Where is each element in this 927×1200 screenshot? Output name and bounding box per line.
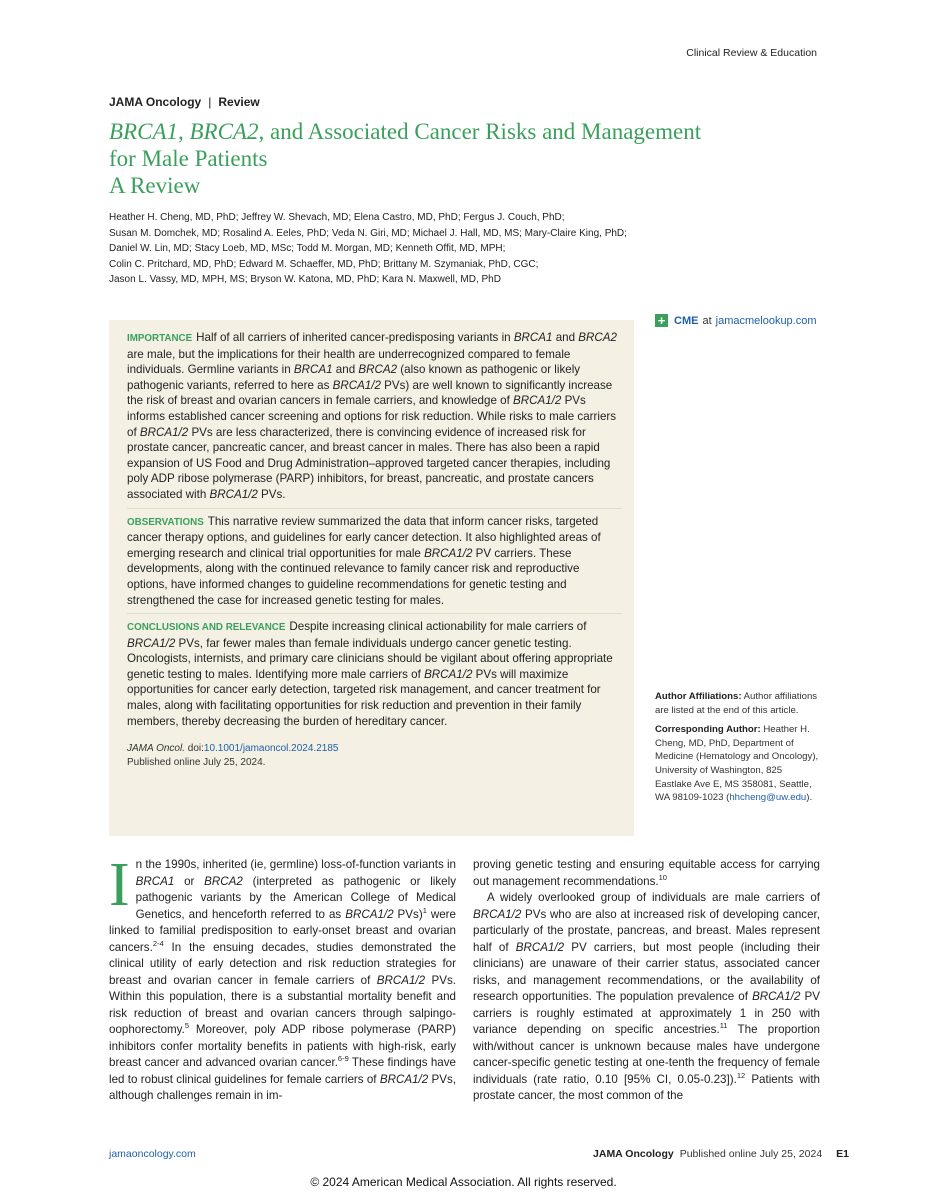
body-column-2 bbox=[473, 857, 820, 1105]
abstract-importance bbox=[127, 330, 622, 509]
importance-heading: IMPORTANCE bbox=[127, 333, 193, 344]
text: PVs who are also at increased risk of developing cancer, particularly of the prostate, pancreas, and breast. Males represent half of bbox=[473, 907, 820, 954]
text: n the 1990s, inherited (ie, germline) loss-of-function variants in bbox=[135, 858, 456, 871]
text: or bbox=[174, 874, 205, 888]
title-rest: , and Associated Cancer Risks and Management bbox=[258, 119, 702, 144]
ref-sup: 6-9 bbox=[337, 1054, 349, 1064]
text: PVs informs established cancer screening and options for risk reduction. While risks to male carriers of bbox=[127, 394, 617, 439]
abstract-conclusions bbox=[127, 619, 622, 734]
conclusions-heading: CONCLUSIONS AND RELEVANCE bbox=[127, 622, 286, 634]
journal-header bbox=[109, 95, 260, 109]
text: BRCA1/2 bbox=[424, 667, 473, 681]
author-affiliations bbox=[655, 690, 820, 811]
text: BRCA1 bbox=[513, 331, 553, 344]
text: (interpreted as pathogenic or likely pathogenic variants by the American College of Medical Genetics, and henceforth referred to as bbox=[135, 874, 456, 921]
text: PVs, far fewer males than female individuals undergo cancer genetic testing. Oncologists, internists, and primary care clinicians should be vigilant about offering appropriate genetic testing to males. Identifying more male carriers of bbox=[127, 636, 613, 681]
text: PVs) bbox=[393, 907, 423, 921]
title-subtitle: A Review bbox=[109, 173, 201, 198]
text: BRCA1/2 bbox=[209, 487, 258, 501]
text: BRCA1/2 bbox=[127, 636, 176, 650]
page-number: E1 bbox=[836, 1148, 849, 1160]
drop-cap: I bbox=[109, 851, 130, 919]
plus-icon: + bbox=[655, 314, 668, 327]
abstract-box bbox=[109, 320, 634, 836]
citation bbox=[127, 742, 622, 770]
text: are male, but the implications for their health are underrecognized compared to female individuals. Germline variants in bbox=[127, 347, 571, 377]
article-title bbox=[109, 118, 769, 199]
cme-label[interactable]: CME bbox=[674, 314, 699, 327]
text: Half of all carriers of inherited cancer-predisposing variants in bbox=[196, 331, 514, 344]
text: BRCA1 bbox=[135, 874, 175, 888]
cme-at: at bbox=[702, 314, 712, 327]
text: BRCA2 bbox=[358, 363, 398, 377]
text: These findings have led to robust clinical guidelines for female carriers of bbox=[109, 1056, 457, 1086]
text: (also known as pathogenic or likely pathogenic variants, referred to here as bbox=[127, 363, 581, 392]
journal-name: JAMA Oncology bbox=[109, 95, 202, 109]
text: were linked to familial predisposition to early-onset breast and ovarian cancers. bbox=[109, 907, 456, 954]
title-line2: for Male Patients bbox=[109, 146, 268, 171]
text: In the ensuing decades, studies demonstrated the clinical utility of early detection and risk reduction strategies for breast and ovarian cancer in female carriers of bbox=[109, 940, 456, 987]
ref-sup: 2-4 bbox=[152, 938, 164, 948]
corresponding-label: Corresponding Author: bbox=[655, 724, 761, 736]
article-type: Review bbox=[218, 95, 260, 109]
text: A widely overlooked group of individuals are male carriers of bbox=[487, 891, 820, 904]
author-line: Heather H. Cheng, MD, PhD; Jeffrey W. Shevach, MD; Elena Castro, MD, PhD; Fergus J. Couch, PhD; bbox=[109, 212, 565, 223]
text: BRCA1/2 bbox=[376, 973, 426, 987]
email-link[interactable]: hhcheng@uw.edu bbox=[729, 792, 807, 804]
ref-sup: 12 bbox=[736, 1070, 746, 1080]
text: Author affiliations are listed at the end of this article. bbox=[655, 691, 818, 716]
text: BRCA1/2 bbox=[515, 940, 565, 954]
author-line: Daniel W. Lin, MD; Stacy Loeb, MD, MSc; Todd M. Morgan, MD; Kenneth Offit, MD, MPH; bbox=[109, 243, 506, 254]
abstract-observations bbox=[127, 514, 622, 615]
text: BRCA1/2 bbox=[473, 907, 522, 921]
doi-link[interactable]: 10.1001/jamaoncol.2024.2185 bbox=[203, 743, 339, 755]
text: proving genetic testing and ensuring equitable access for carrying out management recommendations. bbox=[473, 858, 820, 888]
text: PV carriers is roughly estimated at approximately 1 in 250 with variance depending on specific ancestries. bbox=[473, 990, 820, 1036]
text: PVs are less characterized, there is convincing evidence of increased risk for prostate cancer, pancreatic cancer, and breast cancer in males. There has also been a rapid expansion of US Food and Drug Administration–approved targeted cancer therapies, including poly ADP ribose polymerase (PARP) inhibitors, for breast, pancreatic, and prostate cancers associated with bbox=[127, 425, 611, 501]
text: and bbox=[552, 331, 579, 344]
doi-prefix: doi: bbox=[184, 743, 204, 755]
text: BRCA1/2 bbox=[424, 546, 473, 560]
ref-sup: 10 bbox=[658, 872, 667, 882]
text: This narrative review summarized the data that inform cancer risks, targeted cancer therapy options, and guidelines for early cancer detection. It also highlighted areas of emerging research and clinical trial opportunities for male bbox=[127, 514, 601, 560]
text: BRCA1 bbox=[293, 363, 333, 377]
author-line: Susan M. Domchek, MD; Rosalind A. Eeles, PhD; Veda N. Giri, MD; Michael J. Hall, MD, MS; Mary-Claire King, PhD; bbox=[109, 227, 627, 239]
text: PVs, although challenges remain in im- bbox=[109, 1072, 456, 1102]
text: Heather H. Cheng, MD, PhD, Department of Medicine (Hematology and Oncology), University of Washington, 825 Eastlake Ave E, MS 358081, Seattle, WA 98109-1023 ( bbox=[655, 724, 819, 804]
text: BRCA1/2 bbox=[752, 990, 801, 1003]
cme-link-block[interactable] bbox=[655, 314, 817, 327]
text: PVs will maximize opportunities for cancer early detection, targeted risk management, and cancer treatment for males, along with facilitating opportunities for risk reduction and prevention in their family members, thereby decreasing the burden of hereditary cancer. bbox=[127, 667, 601, 728]
cme-url-link[interactable]: jamacmelookup.com bbox=[715, 314, 817, 327]
footer-published: Published online July 25, 2024 bbox=[679, 1148, 823, 1160]
body-column-1 bbox=[109, 851, 457, 1105]
text: BRCA1/2 bbox=[345, 907, 394, 921]
text: PVs) are well known to significantly increase the risk of breast and ovarian cancers in female carriers, and knowledge of bbox=[127, 378, 613, 408]
footer-site-link[interactable]: jamaoncology.com bbox=[109, 1148, 196, 1160]
text: Despite increasing clinical actionability for male carriers of bbox=[289, 620, 587, 634]
copyright: © 2024 American Medical Association. All rights reserved. bbox=[310, 1175, 617, 1189]
text: PVs. bbox=[257, 487, 286, 501]
text: BRCA2 bbox=[578, 331, 617, 344]
ref-sup: 5 bbox=[184, 1021, 190, 1031]
footer-right bbox=[593, 1148, 849, 1160]
ref-sup: 1 bbox=[422, 905, 427, 915]
title-genes: BRCA1, BRCA2 bbox=[109, 119, 259, 144]
author-line: Jason L. Vassy, MD, MPH, MS; Bryson W. Katona, MD, PhD; Kara N. Maxwell, MD, PhD bbox=[109, 274, 501, 285]
affiliations-label: Author Affiliations: bbox=[655, 691, 742, 702]
text: BRCA2 bbox=[204, 874, 243, 888]
text: BRCA1/2 bbox=[139, 425, 189, 439]
section-label: Clinical Review & Education bbox=[686, 47, 817, 59]
citation-journal: JAMA Oncol. bbox=[127, 743, 185, 755]
text: Moreover, poly ADP ribose polymerase (PARP) inhibitors confer mortality benefits in patients with high-risk, early breast cancer and advanced ovarian cancer. bbox=[109, 1023, 456, 1069]
ref-sup: 11 bbox=[719, 1021, 728, 1031]
text: ). bbox=[806, 792, 813, 804]
text: and bbox=[332, 363, 359, 377]
text: Patients with prostate cancer, the most common of the bbox=[473, 1072, 820, 1102]
author-list bbox=[109, 210, 669, 288]
text: PV carriers, but most people (including their clinicians) are unaware of their carrier status, associated cancer risks, and management recommendations, or the availability of research opportunities. The population prevalence of bbox=[473, 940, 820, 1003]
text: PV carriers. These developments, along with the continued relevance to family cancer risk and reproductive options, have informed changes to guideline recommendations for genetic testing and strengthened the case for increased genetic testing for males. bbox=[127, 546, 580, 607]
separator: | bbox=[208, 95, 212, 109]
text: BRCA1/2 bbox=[513, 394, 562, 408]
author-line: Colin C. Pritchard, MD, PhD; Edward M. Schaeffer, MD, PhD; Brittany M. Szymaniak, PhD, CGC; bbox=[109, 258, 539, 270]
text: PVs. Within this population, there is a substantial mortality benefit and risk reduction of breast and ovarian cancers through salpingo-oophorectomy. bbox=[109, 973, 456, 1036]
observations-heading: OBSERVATIONS bbox=[127, 516, 204, 528]
published-date: Published online July 25, 2024. bbox=[127, 757, 266, 769]
text: BRCA1/2 bbox=[332, 378, 381, 392]
text: The proportion with/without cancer is unknown because males have undergone cancer-specific genetic testing at one-tenth the frequency of female individuals (rate ratio, 0.10 [95% CI, 0.05-0.23]). bbox=[473, 1023, 820, 1086]
footer-journal: JAMA Oncology bbox=[593, 1148, 674, 1160]
text: BRCA1/2 bbox=[379, 1072, 429, 1086]
